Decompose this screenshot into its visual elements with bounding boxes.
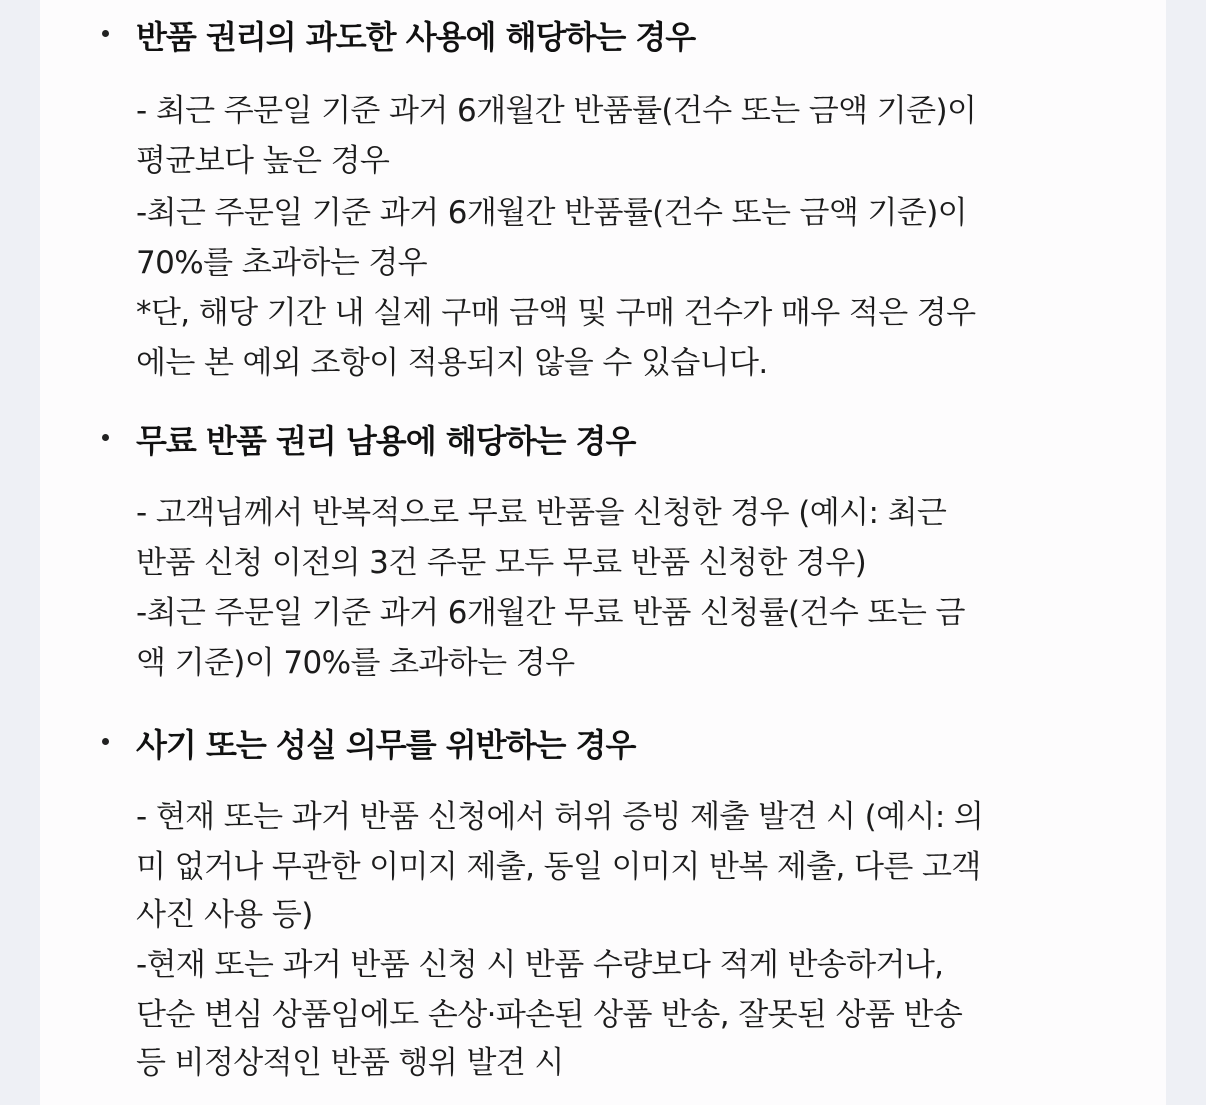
body-line: 반품 신청 이전의 3건 주문 모두 무료 반품 신청한 경우) [136,545,867,581]
body-line: - 최근 주문일 기준 과거 6개월간 반품률(건수 또는 금액 기준)이 [136,93,977,129]
policy-document [40,0,1166,1105]
body-line: 평균보다 높은 경우 [136,143,390,179]
body-line: - 고객님께서 반복적으로 무료 반품을 신청한 경우 (예시: 최근 [136,495,947,531]
body-line: 에는 본 예외 조항이 적용되지 않을 수 있습니다. [136,345,768,381]
body-line: -최근 주문일 기준 과거 6개월간 무료 반품 신청률(건수 또는 금 [136,595,965,631]
section-excessive-return [40,6,1166,381]
section-free-return-abuse [40,410,1166,681]
section-header [40,410,1166,462]
section-title: 무료 반품 권리 남용에 해당하는 경우 [136,422,636,460]
section-title: 반품 권리의 과도한 사용에 해당하는 경우 [136,18,696,56]
section-header [40,6,1166,58]
body-line: *단, 해당 기간 내 실제 구매 금액 및 구매 건수가 매우 적은 경우 [136,295,976,331]
section-title: 사기 또는 성실 의무를 위반하는 경우 [136,726,636,764]
bullet-icon [102,30,109,37]
body-line: 70%를 초과하는 경우 [136,245,428,281]
body-line: - 현재 또는 과거 반품 신청에서 허위 증빙 제출 발견 시 (예시: 의 [136,799,984,835]
body-line: 사진 사용 등) [136,897,313,933]
body-line: -최근 주문일 기준 과거 6개월간 반품률(건수 또는 금액 기준)이 [136,195,968,231]
bullet-icon [102,434,109,441]
body-line: 액 기준)이 70%를 초과하는 경우 [136,645,575,681]
body-line: 단순 변심 상품임에도 손상·파손된 상품 반송, 잘못된 상품 반송 [136,997,963,1033]
body-line: 등 비정상적인 반품 행위 발견 시 [136,1045,564,1081]
body-line: -현재 또는 과거 반품 신청 시 반품 수량보다 적게 반송하거나, [136,947,944,983]
section-header [40,714,1166,766]
body-line: 미 없거나 무관한 이미지 제출, 동일 이미지 반복 제출, 다른 고객 [136,849,981,885]
bullet-icon [102,738,109,745]
section-fraud [40,714,1166,1081]
